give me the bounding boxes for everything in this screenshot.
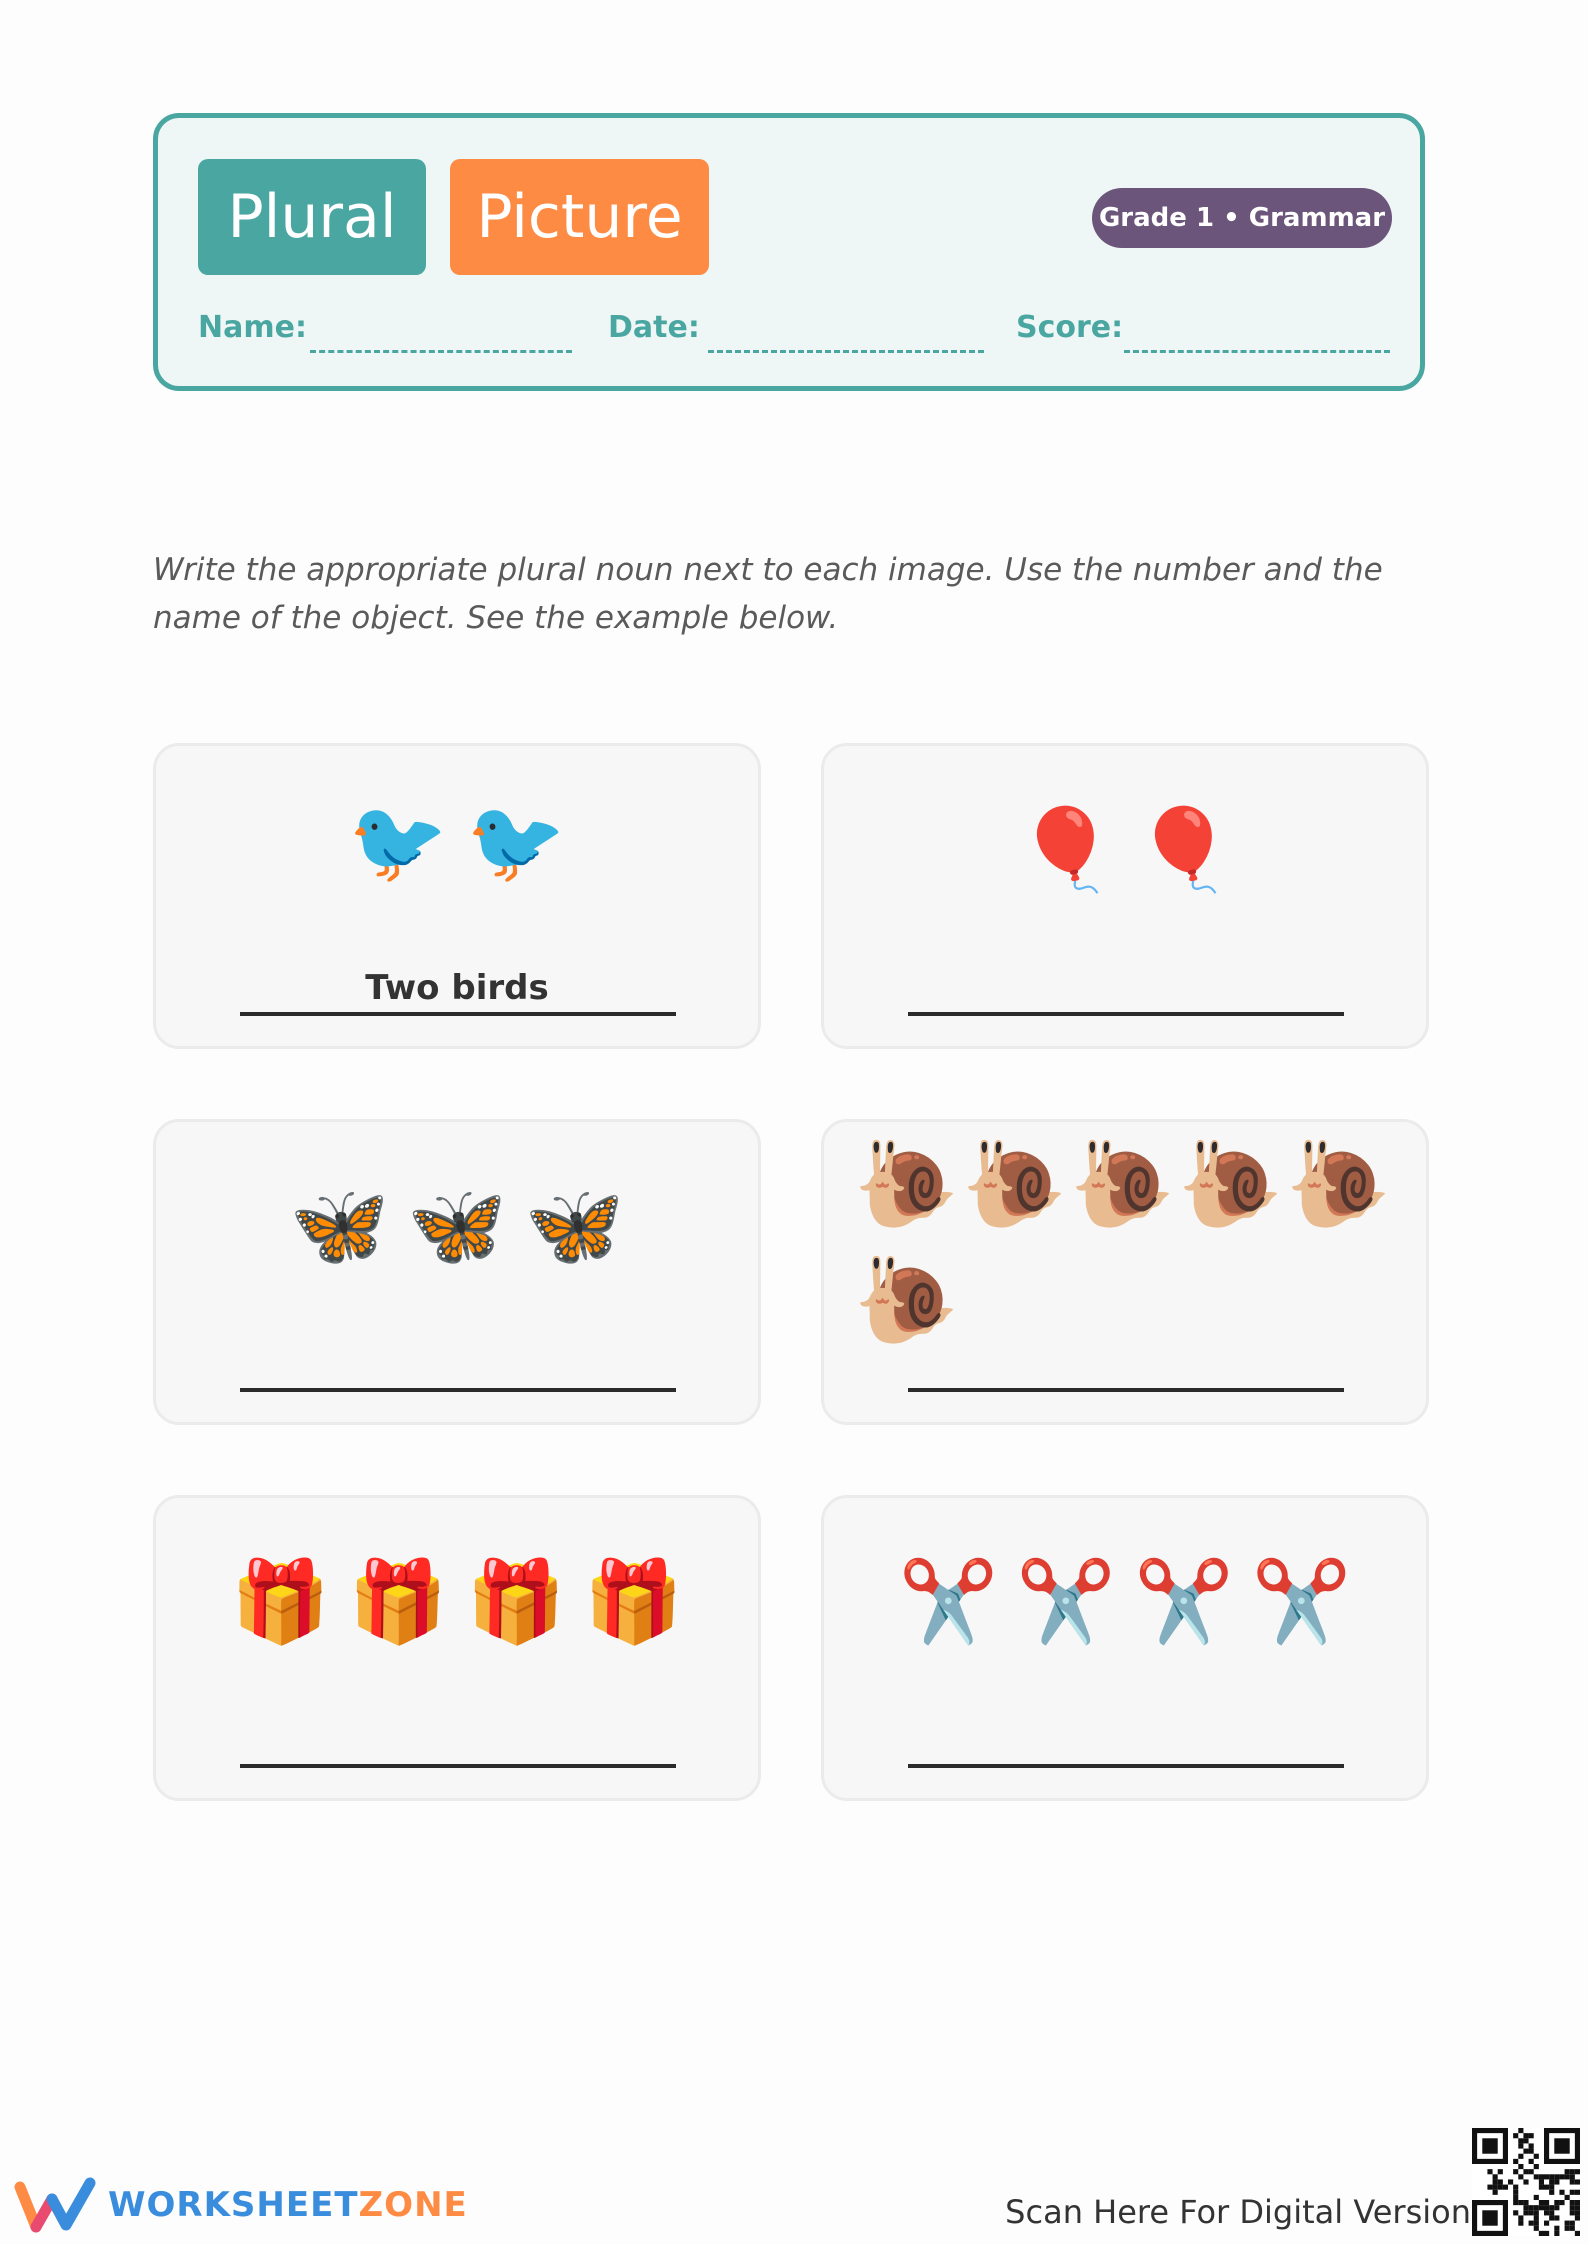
- scissors-icon: ✂️: [1251, 1555, 1352, 1648]
- exercise-card-butterflies: [153, 1119, 761, 1425]
- name-field[interactable]: [310, 350, 572, 353]
- exercise-card-balloons: [821, 743, 1429, 1049]
- grade-badge: Grade 1 • Grammar: [1092, 188, 1392, 248]
- title-plural: Plural: [198, 159, 426, 275]
- score-field[interactable]: [1124, 350, 1390, 353]
- scissors-icon: ✂️: [898, 1555, 999, 1648]
- scissors-icon: ✂️: [1016, 1555, 1116, 1648]
- logo-text: WORKSHEETZONE: [108, 2185, 468, 2225]
- butterfly-icon: 🦋: [289, 1179, 390, 1272]
- gift-icon: 🎁: [466, 1555, 566, 1648]
- title-picture: Picture: [450, 159, 709, 275]
- worksheetzone-logo[interactable]: [14, 2176, 468, 2234]
- balloon-icon: 🎈: [1016, 803, 1116, 896]
- answer-line[interactable]: [908, 1764, 1344, 1768]
- worksheet-header: [153, 113, 1425, 391]
- picture-row: [854, 1126, 1406, 1358]
- snail-icon: 🐌: [962, 1135, 1067, 1233]
- exercise-card-gifts: [153, 1495, 761, 1801]
- bird-icon: 🐦: [348, 795, 448, 888]
- answer-line[interactable]: [908, 1388, 1344, 1392]
- answer-line[interactable]: [240, 1764, 676, 1768]
- logo-mark-icon: [14, 2177, 96, 2233]
- gift-icon: 🎁: [583, 1555, 684, 1648]
- snail-icon: 🐌: [1070, 1135, 1175, 1233]
- butterfly-icon: 🦋: [407, 1179, 507, 1272]
- answer-line[interactable]: [240, 1012, 676, 1016]
- picture-row: [824, 798, 1426, 902]
- score-label: Score:: [1016, 310, 1124, 345]
- date-field[interactable]: [708, 350, 984, 353]
- butterfly-icon: 🦋: [524, 1179, 625, 1272]
- picture-row: [824, 1550, 1426, 1654]
- picture-row: [156, 1550, 758, 1654]
- snail-icon: 🐌: [854, 1135, 959, 1233]
- balloon-icon: 🎈: [1134, 803, 1234, 896]
- exercise-card-birds: [153, 743, 761, 1049]
- name-label: Name:: [198, 310, 307, 345]
- instructions-text: Write the appropriate plural noun next to each image. Use the number and the name of the object. See the example below.: [153, 552, 1383, 636]
- gift-icon: 🎁: [348, 1555, 448, 1648]
- bird-icon: 🐦: [466, 795, 566, 888]
- scan-instruction: Scan Here For Digital Version: [1005, 2193, 1471, 2231]
- snail-icon: 🐌: [854, 1251, 959, 1349]
- answer-line[interactable]: [908, 1012, 1344, 1016]
- scissors-icon: ✂️: [1134, 1555, 1234, 1648]
- answer-line[interactable]: [240, 1388, 676, 1392]
- exercise-card-scissors: [821, 1495, 1429, 1801]
- picture-row: [156, 790, 758, 894]
- snail-icon: 🐌: [1286, 1135, 1391, 1233]
- snail-icon: 🐌: [1178, 1135, 1283, 1233]
- exercise-card-snails: [821, 1119, 1429, 1425]
- answer-text: Two birds: [365, 968, 549, 1008]
- qr-code-icon[interactable]: [1472, 2128, 1580, 2236]
- date-label: Date:: [608, 310, 700, 345]
- picture-row: [156, 1174, 758, 1278]
- gift-icon: 🎁: [230, 1555, 331, 1648]
